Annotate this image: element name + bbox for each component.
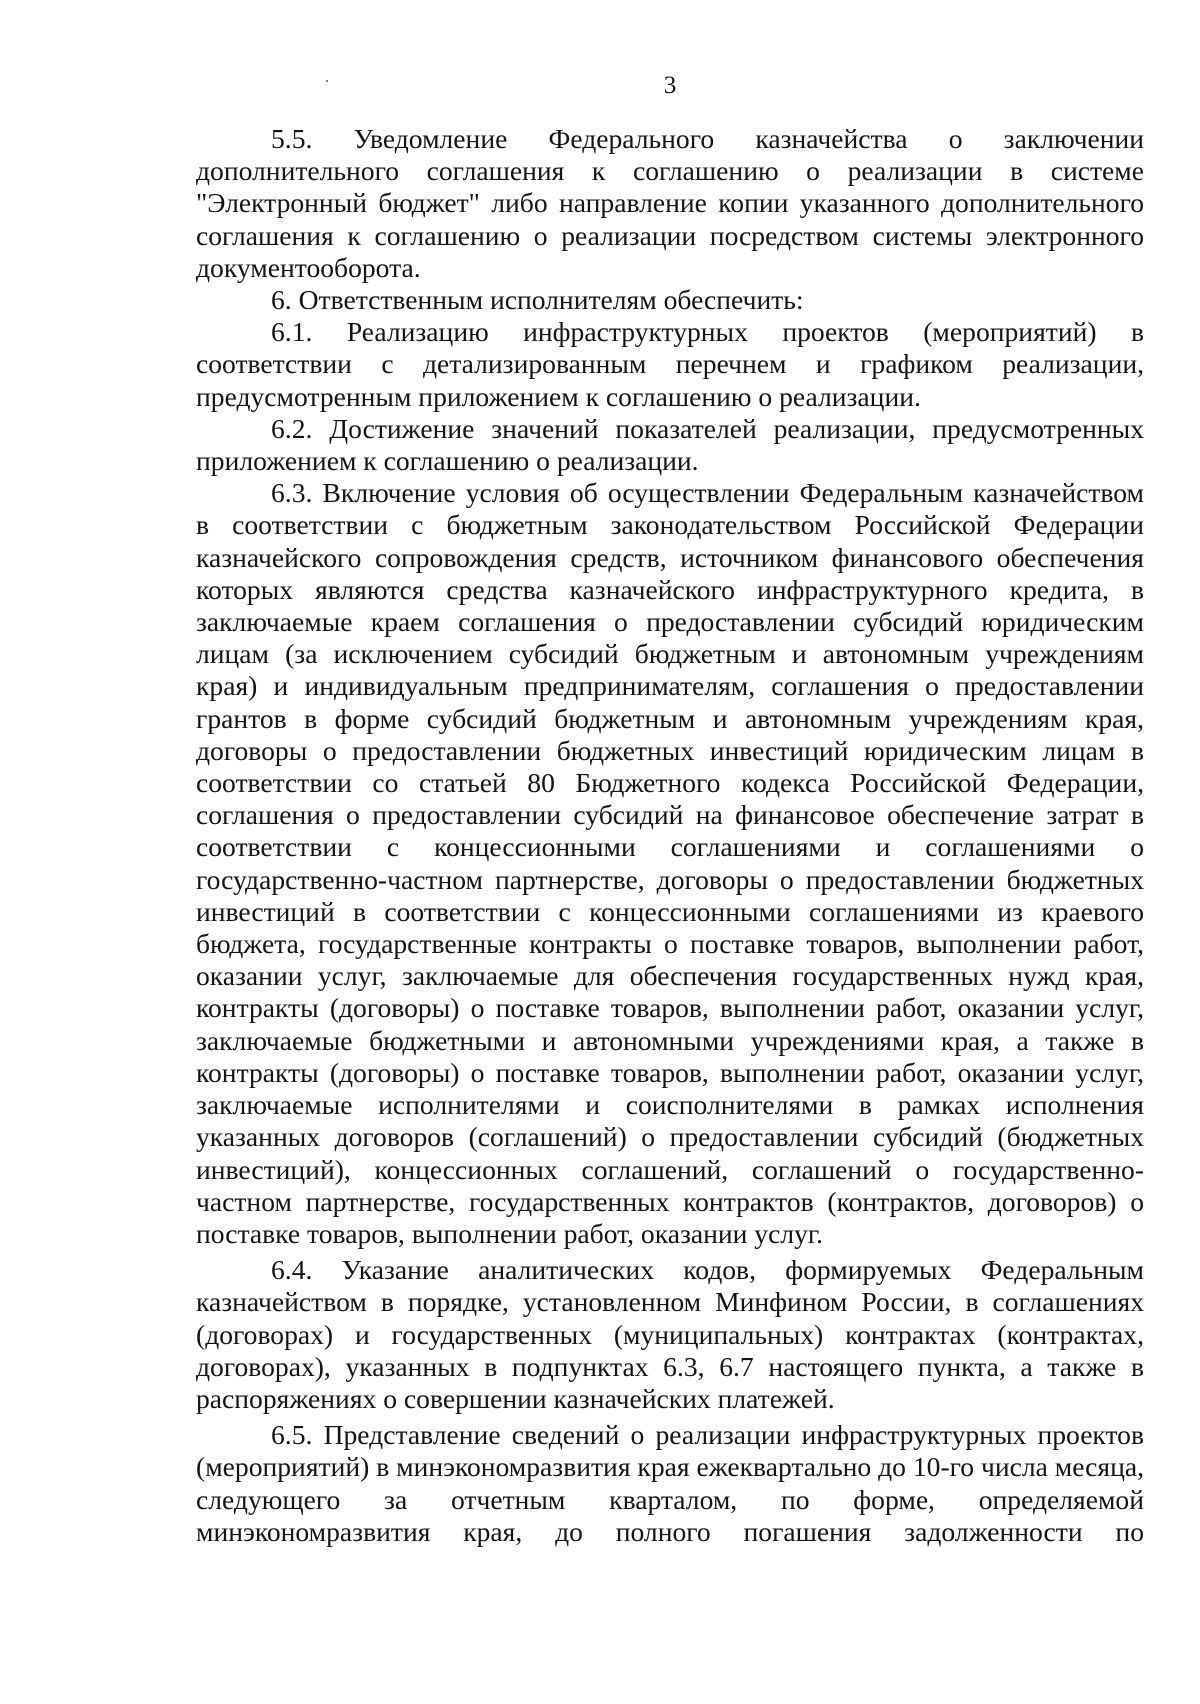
document-body <box>196 123 1144 1548</box>
paragraph-6-4: 6.4. Указание аналитических кодов, формируемых Федеральным казначейством в порядке, установленном Минфином России, в соглашениях (договорах) и государственных (муниципальных) контрактах (контрактах, договорах), указанных в подпунктах 6.3, 6.7 настоящего пункта, а также в распоряжениях о совершении казначейских платежей. <box>196 1254 1144 1414</box>
paragraph-5-5: 5.5. Уведомление Федерального казначейства о заключении дополнительного соглашения к соглашению о реализации в системе "Электронный бюджет" либо направление копии указанного дополнительного соглашения к соглашению о реализации посредством системы электронного документооборота. <box>196 123 1144 283</box>
scan-speck <box>326 80 328 82</box>
paragraph-6: 6. Ответственным исполнителям обеспечить: <box>271 284 804 316</box>
paragraph-6-3: 6.3. Включение условия об осуществлении Федеральным казначейством в соответствии с бюджетным законодательством Российской Федерации казначейского сопровождения средств, источником финансового обеспечения которых являются средства казначейского инфраструктурного кредита, в заключаемые краем соглашения о предоставлении субсидий юридическим лицам (за исключением субсидий бюджетным и автономным учреждениям края) и индивидуальным предпринимателям, соглашения о предоставлении грантов в форме субсидий бюджетным и автономным учреждениям края, договоры о предоставлении бюджетных инвестиций юридическим лицам в соответствии со статьей 80 Бюджетного кодекса Российской Федерации, соглашения о предоставлении субсидий на финансовое обеспечение затрат в соответствии с концессионными соглашениями и соглашениями о государственно-частном партнерстве, договоры о предоставлении бюджетных инвестиций в соответствии с концессионными соглашениями из краевого бюджета, государственные контракты о поставке товаров, выполнении работ, оказании услуг, заключаемые для обеспечения государственных нужд края, контракты (договоры) о поставке товаров, выполнении работ, оказании услуг, заключаемые бюджетными и автономными учреждениями края, а также в контракты (договоры) о поставке товаров, выполнении работ, оказании услуг, заключаемые исполнителями и соисполнителями в рамках исполнения указанных договоров (соглашений) о предоставлении субсидий (бюджетных инвестиций), концессионных соглашений, соглашений о государственно-частном партнерстве, государственных контрактов (контрактов, договоров) о поставке товаров, выполнении работ, оказании услуг. <box>196 477 1144 1249</box>
paragraph-6-1: 6.1. Реализацию инфраструктурных проектов (мероприятий) в соответствии с детализированным перечнем и графиком реализации, предусмотренным приложением к соглашению о реализации. <box>196 316 1144 412</box>
page-number: 3 <box>663 72 677 99</box>
paragraph-6-2: 6.2. Достижение значений показателей реализации, предусмотренных приложением к соглашению о реализации. <box>196 412 1144 477</box>
paragraph-6-5: 6.5. Представление сведений о реализации инфраструктурных проектов (мероприятий) в минэкономразвития края ежеквартально до 10-го числа месяца, следующего за отчетным кварталом, по форме, определяемой минэкономразвития края, до полного погашения задолженности по <box>196 1419 1145 1547</box>
